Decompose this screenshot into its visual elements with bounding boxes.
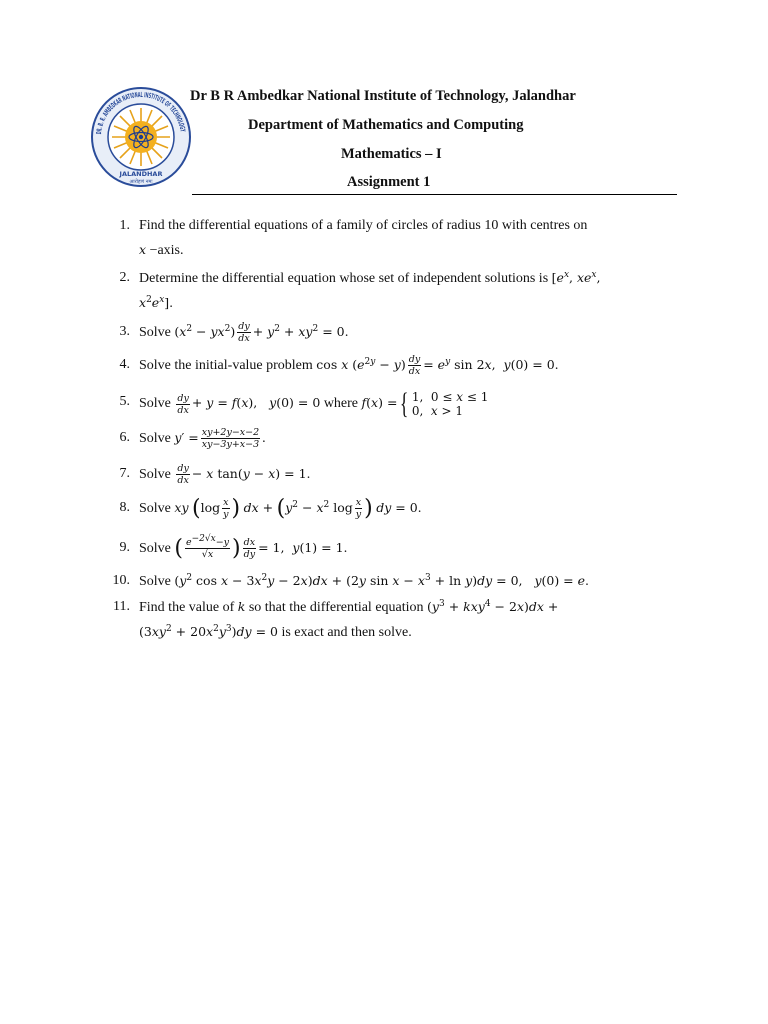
svg-text:आरोहणं नमः: आरोहणं नमः (129, 179, 153, 185)
department-name: Department of Mathematics and Computing (248, 117, 524, 133)
question-2: 2. Determine the differential equation whose set of independent solutions is [$e^x$, $xe^x$, $x^2e^x$]. (119, 269, 601, 310)
question-11: 11. Find the value of k so that the differential equation $(y^3 + kxy^4 - 2x)dx$ + $(3xy^2 + 20x^2y^3)dy = 0$ is exact and then solve. (113, 598, 559, 640)
institute-name: Dr B R Ambedkar National Institute of Technology, Jalandhar (190, 88, 576, 104)
question-1: 1. Find the differential equations of a family of circles of radius 10 with centres on x −axis. (119, 218, 588, 258)
svg-text:JALANDHAR: JALANDHAR (119, 170, 163, 178)
institute-logo (90, 86, 192, 188)
assignment-title: Assignment 1 (347, 174, 431, 190)
course-title: Mathematics – I (341, 146, 442, 162)
header-divider (192, 194, 677, 195)
